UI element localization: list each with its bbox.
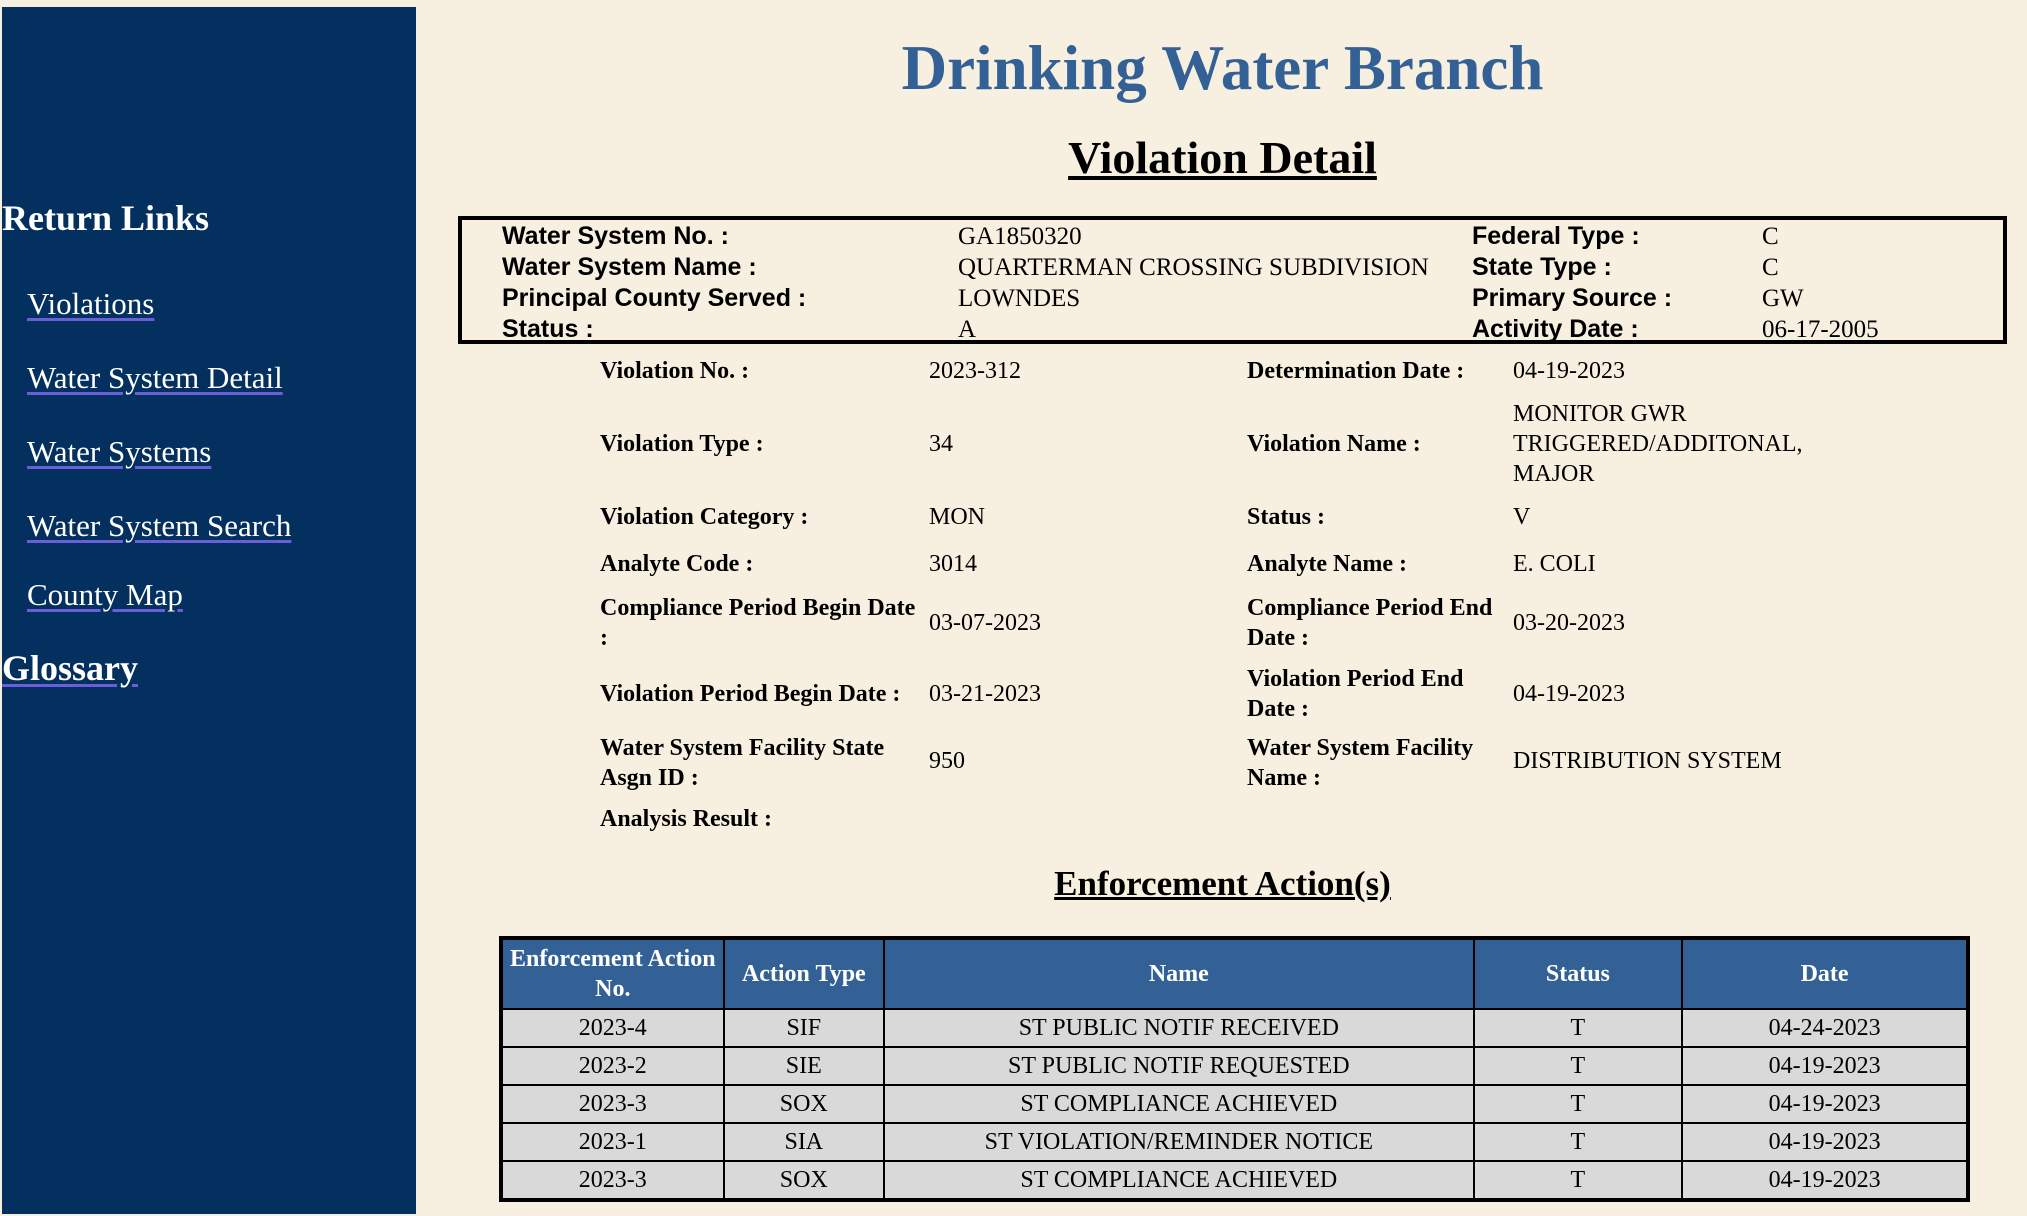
ws-no-value: GA1850320: [958, 223, 1082, 250]
col-name: Name: [884, 938, 1474, 1009]
link-glossary[interactable]: Glossary: [2, 648, 139, 688]
sidebar: [2, 7, 416, 1214]
violation-no-label: Violation No. :: [600, 358, 750, 384]
link-water-system-search[interactable]: Water System Search: [27, 508, 292, 543]
cell-name: ST PUBLIC NOTIF REQUESTED: [884, 1047, 1474, 1085]
cell-action-type: SIA: [724, 1123, 884, 1161]
cell-action-type: SOX: [724, 1085, 884, 1123]
ws-no-label: Water System No. :: [502, 222, 729, 250]
cell-status: T: [1474, 1085, 1683, 1123]
col-enforcement-action-no: Enforcement Action No.: [501, 938, 724, 1009]
table-row: [501, 1047, 1968, 1085]
facility-name-value: DISTRIBUTION SYSTEM: [1513, 748, 1782, 774]
cell-status: T: [1474, 1009, 1683, 1047]
ws-federal-type-label: Federal Type :: [1472, 222, 1640, 250]
app-title: Drinking Water Branch: [901, 33, 1544, 103]
ws-name-value: QUARTERMAN CROSSING SUBDIVISION: [958, 254, 1429, 281]
violation-category-value: MON: [929, 504, 986, 530]
ws-status-label: Status :: [502, 315, 594, 343]
cell-status: T: [1474, 1161, 1683, 1200]
facility-id-label: Water System Facility State Asgn ID :: [600, 735, 885, 791]
link-water-system-detail[interactable]: Water System Detail: [27, 360, 283, 395]
ws-federal-type-value: C: [1762, 223, 1779, 250]
cell-status: T: [1474, 1123, 1683, 1161]
cell-name: ST PUBLIC NOTIF RECEIVED: [884, 1009, 1474, 1047]
table-row: [501, 1123, 1968, 1161]
return-links-heading: Return Links: [2, 198, 210, 238]
cell-action-type: SIF: [724, 1009, 884, 1047]
enforcement-title: Enforcement Action(s): [1054, 864, 1391, 903]
analyte-name-value: E. COLI: [1513, 551, 1596, 577]
cell-action-type: SOX: [724, 1161, 884, 1200]
analyte-name-label: Analyte Name :: [1247, 551, 1407, 577]
violation-period-begin-label: Violation Period Begin Date :: [600, 681, 901, 707]
water-system-summary: [458, 216, 2007, 344]
link-violations[interactable]: Violations: [27, 286, 155, 321]
cell-date: 04-19-2023: [1682, 1123, 1968, 1161]
link-county-map[interactable]: County Map: [27, 577, 183, 612]
violation-type-value: 34: [929, 431, 953, 457]
cell-name: ST VIOLATION/REMINDER NOTICE: [884, 1123, 1474, 1161]
violation-name-value: MONITOR GWR TRIGGERED/ADDITONAL, MAJOR: [1513, 401, 1803, 487]
cell-action-no: 2023-1: [501, 1123, 724, 1161]
cell-date: 04-24-2023: [1682, 1009, 1968, 1047]
violation-period-begin-value: 03-21-2023: [929, 681, 1041, 707]
violation-category-label: Violation Category :: [600, 504, 809, 530]
cell-action-type: SIE: [724, 1047, 884, 1085]
col-action-type: Action Type: [724, 938, 884, 1009]
violation-period-end-label: Violation Period End Date :: [1247, 666, 1464, 722]
compliance-period-begin-value: 03-07-2023: [929, 610, 1041, 636]
table-row: [501, 1085, 1968, 1123]
analysis-result-label: Analysis Result :: [600, 806, 773, 832]
table-row: [501, 1009, 1968, 1047]
page-title: Violation Detail: [1068, 132, 1377, 183]
determination-date-value: 04-19-2023: [1513, 358, 1625, 384]
ws-primary-source-value: GW: [1762, 285, 1804, 312]
cell-action-no: 2023-3: [501, 1085, 724, 1123]
link-water-systems[interactable]: Water Systems: [27, 434, 212, 469]
cell-name: ST COMPLIANCE ACHIEVED: [884, 1085, 1474, 1123]
violation-period-end-value: 04-19-2023: [1513, 681, 1625, 707]
analyte-code-value: 3014: [929, 551, 977, 577]
ws-state-type-value: C: [1762, 254, 1779, 281]
table-row: [501, 1161, 1968, 1200]
col-date: Date: [1682, 938, 1968, 1009]
determination-date-label: Determination Date :: [1247, 358, 1465, 384]
status-label: Status :: [1247, 504, 1326, 530]
ws-name-label: Water System Name :: [502, 253, 757, 281]
facility-name-label: Water System Facility Name :: [1247, 735, 1474, 791]
compliance-period-end-label: Compliance Period End Date :: [1247, 595, 1493, 651]
cell-name: ST COMPLIANCE ACHIEVED: [884, 1161, 1474, 1200]
compliance-period-begin-label: Compliance Period Begin Date :: [600, 595, 916, 651]
violation-type-label: Violation Type :: [600, 431, 764, 457]
ws-activity-date-label: Activity Date :: [1472, 315, 1639, 343]
enforcement-table: [499, 936, 1970, 1202]
status-value: V: [1513, 504, 1531, 530]
cell-date: 04-19-2023: [1682, 1085, 1968, 1123]
violation-no-value: 2023-312: [929, 358, 1021, 384]
ws-primary-source-label: Primary Source :: [1472, 284, 1673, 312]
facility-id-value: 950: [929, 748, 965, 774]
ws-county-label: Principal County Served :: [502, 284, 807, 312]
analyte-code-label: Analyte Code :: [600, 551, 754, 577]
compliance-period-end-value: 03-20-2023: [1513, 610, 1625, 636]
cell-date: 04-19-2023: [1682, 1047, 1968, 1085]
cell-action-no: 2023-4: [501, 1009, 724, 1047]
ws-county-value: LOWNDES: [958, 285, 1081, 312]
ws-status-value: A: [958, 316, 977, 343]
ws-activity-date-value: 06-17-2005: [1762, 316, 1879, 343]
cell-action-no: 2023-3: [501, 1161, 724, 1200]
cell-status: T: [1474, 1047, 1683, 1085]
cell-action-no: 2023-2: [501, 1047, 724, 1085]
cell-date: 04-19-2023: [1682, 1161, 1968, 1200]
ws-state-type-label: State Type :: [1472, 253, 1612, 281]
enforcement-header-row: [501, 938, 1968, 1009]
violation-name-label: Violation Name :: [1247, 431, 1421, 457]
col-status: Status: [1474, 938, 1683, 1009]
